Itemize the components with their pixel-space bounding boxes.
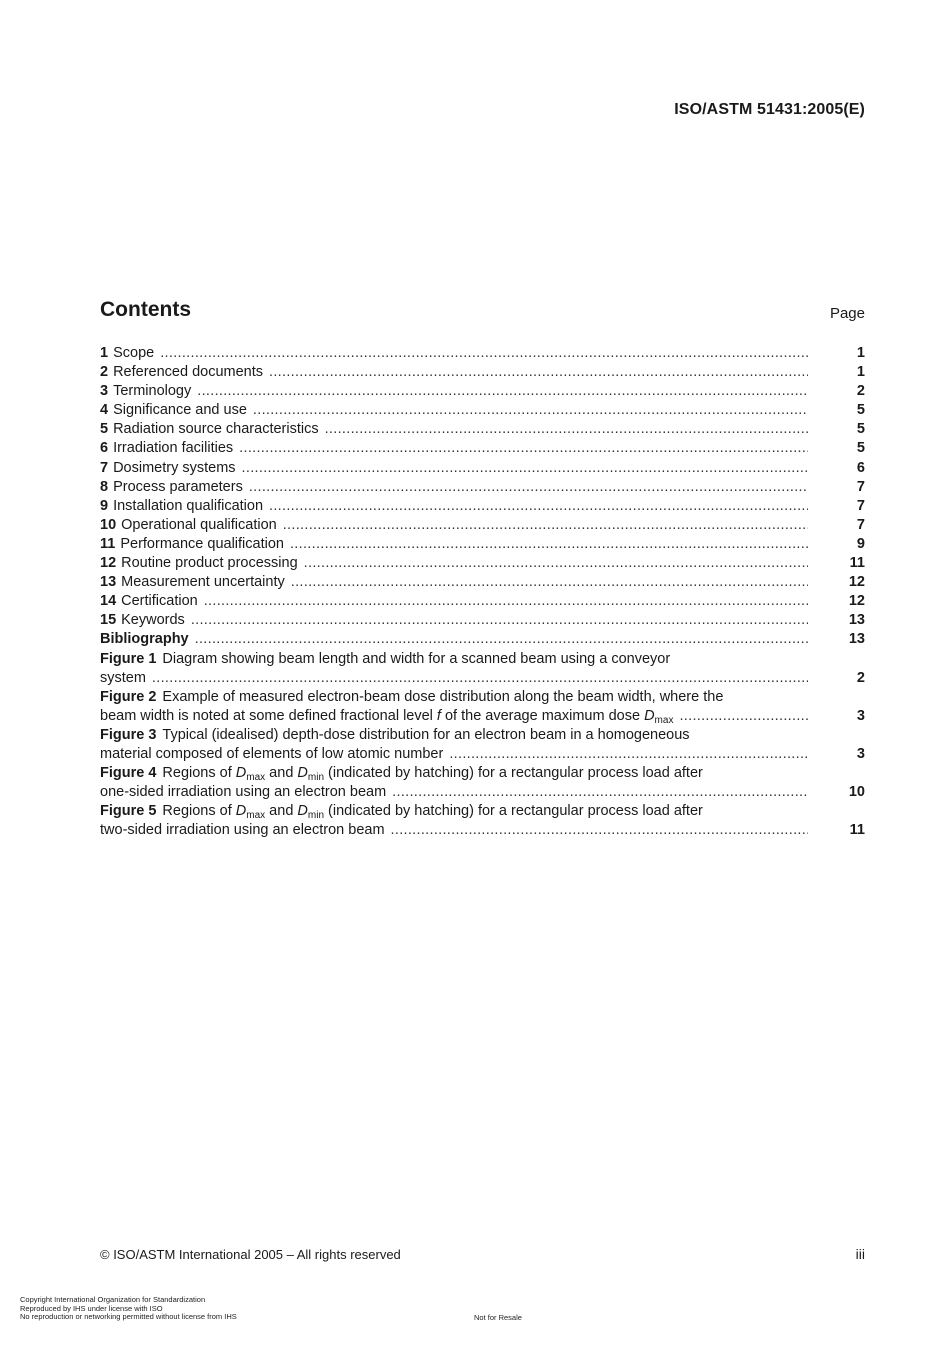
section-number: 8 — [100, 478, 109, 495]
section-number: 12 — [100, 555, 117, 572]
toc-entry-section-8[interactable] — [100, 478, 865, 497]
toc-entry-title: Radiation source characteristics — [113, 421, 319, 438]
section-number: 11 — [100, 535, 116, 552]
toc-entry-page: 7 — [856, 516, 865, 533]
section-number: 13 — [100, 574, 117, 591]
dot-leader — [239, 439, 808, 458]
figure-caption-line1: Example of measured electron-beam dose distribution along the beam width, where the — [162, 688, 724, 705]
section-number: 14 — [100, 593, 117, 610]
dot-leader — [269, 497, 808, 516]
toc-entry-title: Process parameters — [113, 478, 243, 495]
toc-entry-section-12[interactable] — [100, 554, 865, 573]
license-line: Reproduced by IHS under license with ISO — [20, 1303, 163, 1313]
dot-leader — [391, 821, 808, 840]
dot-leader — [283, 516, 808, 535]
toc-entry-title: Measurement uncertainty — [121, 574, 285, 591]
dot-leader — [160, 344, 808, 363]
dot-leader — [253, 401, 808, 420]
toc-entry-title: Installation qualification — [113, 497, 264, 514]
figure-caption-line2: material composed of elements of low atomic number — [100, 745, 444, 762]
toc-entry-page: 12 — [848, 593, 865, 610]
dot-leader — [304, 554, 808, 573]
section-number: 9 — [100, 497, 109, 514]
figure-label: Figure 5 — [100, 803, 157, 820]
toc-entry-page: 11 — [849, 822, 865, 839]
toc-entry-title: Keywords — [121, 612, 185, 629]
toc-entry-title: Terminology — [113, 383, 192, 400]
toc-entry-section-3[interactable] — [100, 382, 865, 401]
toc-entry-page: 13 — [848, 631, 865, 648]
figure-caption-line1: Regions of $D_{max}$ and $D_{min}$ (indicated by hatching) for a rectangular process load after — [162, 803, 703, 822]
figure-caption-line2: two-sided irradiation using an electron beam — [100, 822, 385, 839]
toc-sections — [100, 344, 865, 630]
toc-entry-section-14[interactable] — [100, 592, 865, 611]
figure-label: Figure 3 — [100, 726, 157, 743]
dot-leader — [191, 611, 808, 630]
dot-leader — [679, 707, 808, 726]
dot-leader — [195, 630, 808, 649]
section-number: 7 — [100, 459, 109, 476]
toc-entry-figure-2[interactable] — [100, 688, 865, 726]
toc-entry-page: 3 — [856, 745, 865, 762]
figure-caption-line2: one-sided irradiation using an electron beam — [100, 784, 387, 801]
toc-entry-page: 5 — [856, 421, 865, 438]
dot-leader — [152, 669, 808, 688]
toc-entry-section-7[interactable] — [100, 459, 865, 478]
dot-leader — [325, 420, 808, 439]
copyright-notice: © ISO/ASTM International 2005 – All rights reserved — [100, 1247, 401, 1262]
toc-entry-page: 11 — [849, 555, 865, 572]
dot-leader — [269, 363, 808, 382]
page-title: Contents — [100, 298, 191, 321]
toc-entry-section-9[interactable] — [100, 497, 865, 516]
section-number: 15 — [100, 612, 117, 629]
section-number: 6 — [100, 440, 109, 457]
section-number: 5 — [100, 421, 109, 438]
toc-entry-bibliography[interactable] — [100, 630, 865, 649]
toc-entry-title: Routine product processing — [121, 555, 298, 572]
figure-label: Figure 4 — [100, 765, 157, 782]
toc-entry-title: Scope — [113, 345, 155, 361]
section-number: 4 — [100, 402, 109, 419]
toc-entry-page: 2 — [856, 383, 865, 400]
toc-entry-figure-3[interactable] — [100, 726, 865, 764]
figure-caption-line1: Typical (idealised) depth-dose distribution for an electron beam in a homogeneous — [162, 726, 690, 743]
toc-entry-figure-5[interactable] — [100, 802, 865, 840]
toc-entry-section-2[interactable] — [100, 363, 865, 382]
toc-entry-section-10[interactable] — [100, 516, 865, 535]
license-line: No reproduction or networking permitted without license from IHS — [20, 1312, 237, 1321]
toc-entry-figure-4[interactable] — [100, 764, 865, 802]
toc-entry-title: Operational qualification — [121, 516, 277, 533]
toc-entry-page: 12 — [848, 574, 865, 591]
toc-entry-section-6[interactable] — [100, 439, 865, 458]
toc-entry-page: 5 — [856, 402, 865, 419]
license-notice — [20, 1296, 237, 1322]
toc-entry-page: 1 — [856, 364, 865, 381]
dot-leader — [204, 592, 808, 611]
toc-entry-title: Bibliography — [100, 631, 189, 648]
page-column-heading: Page — [829, 305, 865, 322]
figure-caption-line2: system — [100, 669, 146, 686]
section-number: 1 — [100, 345, 109, 361]
toc-entry-section-15[interactable] — [100, 611, 865, 630]
toc-entry-page: 5 — [856, 440, 865, 457]
toc-entry-section-1[interactable] — [100, 344, 865, 363]
license-line: Copyright International Organization for Standardization — [20, 1295, 206, 1304]
document-id: ISO/ASTM 51431:2005(E) — [674, 101, 865, 118]
dot-leader — [249, 478, 808, 497]
figure-label: Figure 2 — [100, 688, 157, 705]
section-number: 2 — [100, 364, 109, 381]
toc-entry-page: 2 — [856, 669, 865, 686]
section-number: 3 — [100, 383, 109, 400]
toc-entry-page: 7 — [856, 478, 865, 495]
dot-leader — [392, 783, 808, 802]
figure-caption-line2: beam width is noted at some defined fractional level f of the average maximum dose $D_{max}$ — [100, 707, 674, 726]
toc-entry-title: Certification — [121, 593, 198, 610]
dot-leader — [449, 745, 808, 764]
figure-caption-line1: Regions of $D_{max}$ and $D_{min}$ (indicated by hatching) for a rectangular process load after — [162, 765, 703, 784]
dot-leader — [290, 535, 808, 554]
section-number: 10 — [100, 516, 117, 533]
toc-entry-section-4[interactable] — [100, 401, 865, 420]
toc-entry-title: Dosimetry systems — [113, 459, 236, 476]
figure-caption-line1: Diagram showing beam length and width for a scanned beam using a conveyor — [162, 650, 671, 667]
toc-entry-page: 10 — [848, 784, 865, 801]
toc-entry-title: Significance and use — [113, 402, 247, 419]
table-of-contents — [100, 344, 865, 840]
toc-entry-section-5[interactable] — [100, 420, 865, 439]
toc-entry-page: 7 — [856, 497, 865, 514]
toc-entry-title: Referenced documents — [113, 364, 263, 381]
dot-leader — [291, 573, 808, 592]
toc-entry-page: 3 — [856, 707, 865, 724]
dot-leader — [242, 459, 808, 478]
page-number: iii — [855, 1246, 865, 1262]
toc-entry-title: Performance qualification — [120, 535, 284, 552]
toc-entry-title: Irradiation facilities — [113, 440, 234, 457]
toc-entry-figure-1[interactable] — [100, 650, 865, 688]
resale-notice: Not for Resale — [474, 1313, 522, 1322]
toc-entry-page: 1 — [856, 345, 865, 361]
figure-label: Figure 1 — [100, 650, 157, 667]
toc-entry-page: 9 — [856, 535, 865, 552]
dot-leader — [197, 382, 808, 401]
toc-entry-page: 6 — [856, 459, 865, 476]
toc-entry-section-13[interactable] — [100, 573, 865, 592]
toc-entry-page: 13 — [848, 612, 865, 629]
toc-entry-section-11[interactable] — [100, 535, 865, 554]
